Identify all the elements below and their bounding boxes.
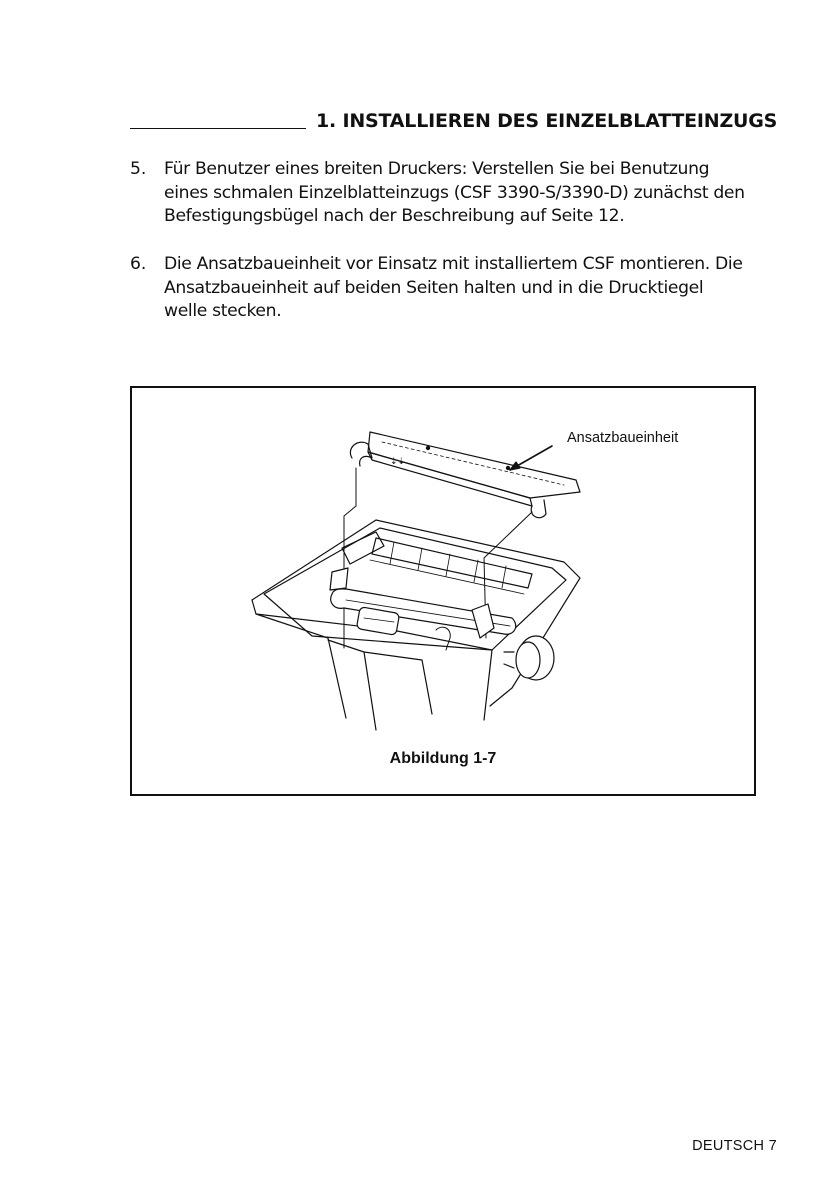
step-text-line: Für Benutzer eines breiten Druckers: Verstellen Sie bei Benutzung xyxy=(164,159,710,179)
heading-rule xyxy=(130,128,306,129)
figure-frame xyxy=(130,386,756,796)
step-number: 6. xyxy=(130,254,147,274)
step-text-line: Befestigungsbügel nach der Beschreibung auf Seite 12. xyxy=(164,206,625,226)
page-footer: DEUTSCH 7 xyxy=(692,1138,777,1154)
callout-label: Ansatzbaueinheit xyxy=(567,430,679,446)
section-heading: 1. INSTALLIEREN DES EINZELBLATTEINZUGS xyxy=(316,110,778,132)
step-text-line: Ansatzbaueinheit auf beiden Seiten halten und in die Drucktiegel xyxy=(164,277,704,298)
step-text-line: Die Ansatzbaueinheit vor Einsatz mit installiertem CSF montieren. Die xyxy=(164,254,743,274)
printer-body xyxy=(252,520,580,730)
figure-caption: Abbildung 1-7 xyxy=(389,750,497,767)
step-number: 5. xyxy=(130,159,147,179)
svg-text:⇣⇣: ⇣⇣ xyxy=(390,457,406,467)
step-text xyxy=(164,158,774,229)
step-text-line: eines schmalen Einzelblatteinzugs (CSF 3390-S/3390-D) zunächst den xyxy=(164,182,745,203)
step-text xyxy=(164,253,774,324)
platen-knob-assembly xyxy=(350,432,580,518)
printer-illustration xyxy=(132,388,754,794)
step-text-line: welle stecken. xyxy=(164,301,282,321)
